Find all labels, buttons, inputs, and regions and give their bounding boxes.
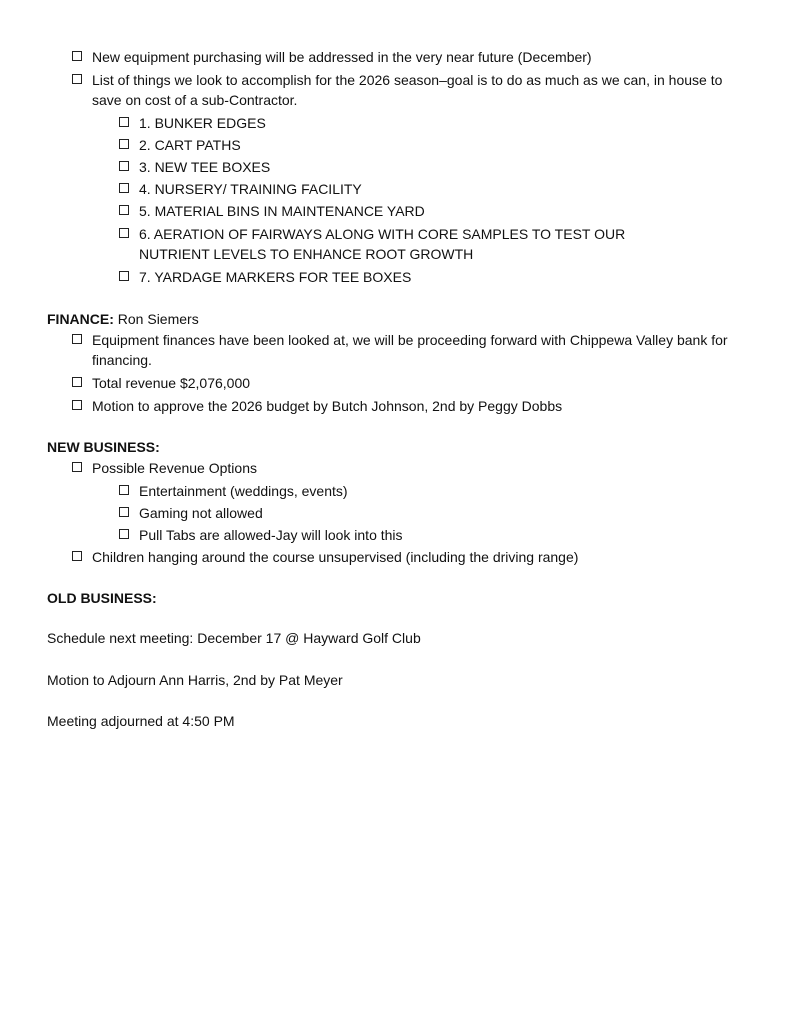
item-text: List of things we look to accomplish for the 2026 season–goal is to do as much as we can, in house to save on cost of a sub-Contractor. xyxy=(92,72,723,108)
adjourn-motion-text: Motion to Adjourn Ann Harris, 2nd by Pat Meyer xyxy=(47,672,343,688)
checkbox-icon xyxy=(119,139,129,149)
new-business-item-text: Possible Revenue Options xyxy=(92,460,257,476)
new-business-item-revenue xyxy=(72,458,752,478)
checkbox-icon xyxy=(119,183,129,193)
goal-item xyxy=(119,157,719,177)
finance-item-text: Motion to approve the 2026 budget by Butch Johnson, 2nd by Peggy Dobbs xyxy=(92,398,563,414)
goal-item xyxy=(119,135,719,155)
revenue-option xyxy=(119,503,719,523)
goal-item xyxy=(119,113,719,133)
checkbox-icon xyxy=(119,507,129,517)
goal-item xyxy=(119,267,719,287)
finance-item-text: Total revenue $2,076,000 xyxy=(92,375,251,391)
revenue-option-text: Pull Tabs are allowed-Jay will look into this xyxy=(139,527,403,543)
checkbox-icon xyxy=(119,228,129,238)
checkbox-icon xyxy=(72,334,82,344)
goal-text: 1. BUNKER EDGES xyxy=(139,115,266,131)
goal-text: 6. AERATION OF FAIRWAYS ALONG WITH CORE SAMPLES TO TEST OUR NUTRIENT LEVELS TO ENHANCE ROOT GROWTH xyxy=(139,226,626,262)
finance-person: Ron Siemers xyxy=(113,311,199,327)
finance-heading xyxy=(47,309,199,329)
goal-item xyxy=(119,201,719,221)
checkbox-icon xyxy=(119,117,129,127)
adjourned-time-text: Meeting adjourned at 4:50 PM xyxy=(47,713,235,729)
checkbox-icon xyxy=(72,74,82,84)
checkbox-icon xyxy=(72,377,82,387)
goal-text: 2. CART PATHS xyxy=(139,137,241,153)
goal-text: 4. NURSERY/ TRAINING FACILITY xyxy=(139,181,362,197)
finance-item xyxy=(72,396,752,416)
checkbox-icon xyxy=(72,462,82,472)
checkbox-icon xyxy=(119,161,129,171)
old-business-heading: OLD BUSINESS: xyxy=(47,590,157,606)
revenue-option-text: Entertainment (weddings, events) xyxy=(139,483,348,499)
goal-item xyxy=(119,224,699,264)
finance-item xyxy=(72,330,752,370)
revenue-option xyxy=(119,525,719,545)
checkbox-icon xyxy=(119,205,129,215)
checkbox-icon xyxy=(72,400,82,410)
goal-item xyxy=(119,179,719,199)
new-business-heading: NEW BUSINESS: xyxy=(47,439,160,455)
checkbox-icon xyxy=(119,529,129,539)
revenue-option-text: Gaming not allowed xyxy=(139,505,263,521)
checkbox-icon xyxy=(72,51,82,61)
goal-text: 3. NEW TEE BOXES xyxy=(139,159,271,175)
new-business-item-children xyxy=(72,547,752,567)
next-meeting-text: Schedule next meeting: December 17 @ Hayward Golf Club xyxy=(47,630,421,646)
new-business-item-text: Children hanging around the course unsupervised (including the driving range) xyxy=(92,549,579,565)
checkbox-icon xyxy=(119,271,129,281)
goal-text: 5. MATERIAL BINS IN MAINTENANCE YARD xyxy=(139,203,425,219)
goal-text: 7. YARDAGE MARKERS FOR TEE BOXES xyxy=(139,269,412,285)
revenue-option xyxy=(119,481,719,501)
finance-item xyxy=(72,373,752,393)
checklist-item-season-goals xyxy=(72,70,752,110)
finance-item-text: Equipment finances have been looked at, we will be proceeding forward with Chippewa Valley bank for financing. xyxy=(92,332,728,368)
item-text: New equipment purchasing will be addressed in the very near future (December) xyxy=(92,49,592,65)
finance-heading-label: FINANCE: xyxy=(47,311,114,327)
checkbox-icon xyxy=(119,485,129,495)
checklist-item-equipment-purchasing xyxy=(72,47,752,67)
checkbox-icon xyxy=(72,551,82,561)
